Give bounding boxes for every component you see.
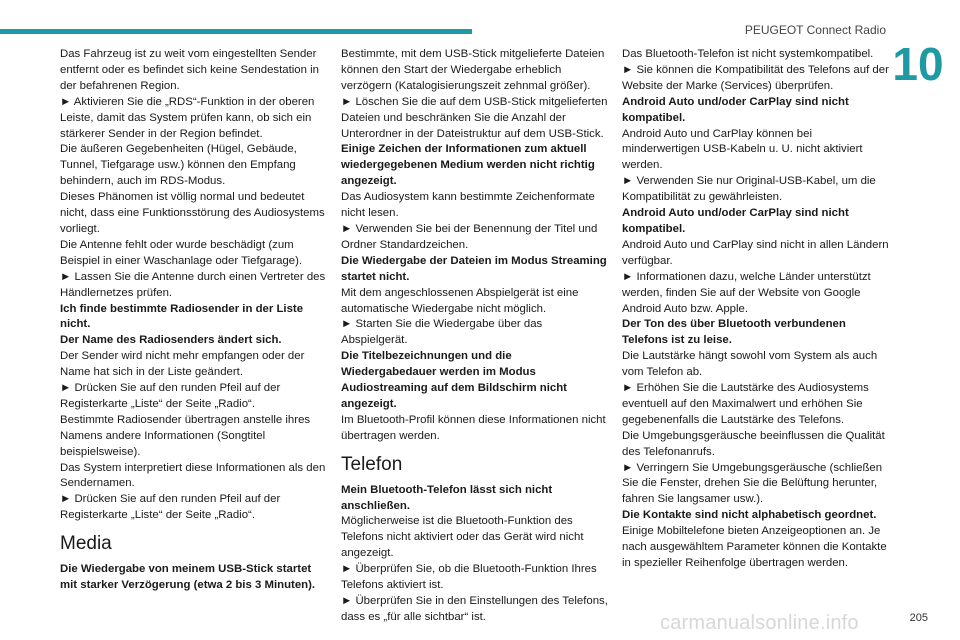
instruction-step: ► Verwenden Sie bei der Benennung der Titel und Ordner Standardzeichen. <box>341 222 598 251</box>
instruction-step: ► Verringern Sie Umgebungsgeräusche (schließen Sie die Fenster, drehen Sie die Belüftung herunter, fahren Sie langsamer usw.). <box>622 461 883 506</box>
text-column-3 <box>622 47 890 572</box>
instruction-step: ► Überprüfen Sie in den Einstellungen des Telefons, dass es „für alle sichtbar“ ist. <box>341 595 608 623</box>
paragraph: Die Lautstärke hängt sowohl vom System als auch vom Telefon ab. <box>622 350 878 379</box>
paragraph: Android Auto und CarPlay sind nicht in allen Ländern verfügbar. <box>622 238 889 267</box>
text-column-1 <box>60 47 328 594</box>
paragraph: Das Audiosystem kann bestimmte Zeichenformate nicht lesen. <box>341 191 595 220</box>
instruction-step: ► Aktivieren Sie die „RDS“-Funktion in der oberen Leiste, damit das System prüfen kann, ob sich ein stärkerer Sender in der Region befindet. <box>60 95 315 140</box>
paragraph: Dieses Phänomen ist völlig normal und bedeutet nicht, dass eine Funktionsstörung des Audiosystems vorliegt. <box>60 191 325 235</box>
question-heading: Die Wiedergabe der Dateien im Modus Streaming startet nicht. <box>341 254 607 283</box>
watermark: carmanualsonline.info <box>660 612 859 634</box>
paragraph: Android Auto und CarPlay können bei minderwertigen USB-Kabeln u. U. nicht aktiviert werden. <box>622 127 863 172</box>
question-heading: Der Name des Radiosenders ändert sich. <box>60 334 282 347</box>
paragraph: Die Antenne fehlt oder wurde beschädigt (zum Beispiel in einer Waschanlage oder Tiefgarage). <box>60 238 303 267</box>
question-heading: Android Auto und/oder CarPlay sind nicht kompatibel. <box>622 95 849 124</box>
paragraph: Bestimmte Radiosender übertragen anstelle ihres Namens andere Informationen (Songtitel beispielsweise). <box>60 413 311 458</box>
instruction-step: ► Informationen dazu, welche Länder unterstützt werden, finden Sie auf der Website von Google Android Auto bzw. Apple. <box>622 270 871 315</box>
instruction-step: ► Erhöhen Sie die Lautstärke des Audiosystems eventuell auf den Maximalwert und erhöhen Sie gegebenenfalls die Lautstärke des Telefons. <box>622 382 869 426</box>
chapter-number: 10 <box>892 38 944 90</box>
section-heading: Telefon <box>341 453 403 475</box>
question-heading: Einige Zeichen der Informationen zum aktuell wiedergegebenen Medium werden nicht richtig angezeigt. <box>341 143 595 188</box>
instruction-step: ► Sie können die Kompatibilität des Telefons auf der Website der Marke (Services) überprüfen. <box>622 63 889 92</box>
paragraph: Mit dem angeschlossenen Abspielgerät ist eine automatische Wiedergabe nicht möglich. <box>341 286 579 315</box>
instruction-step: ► Verwenden Sie nur Original-USB-Kabel, um die Kompatibilität zu gewährleisten. <box>622 175 876 204</box>
paragraph: Die Umgebungsgeräusche beeinflussen die Qualität des Telefonanrufs. <box>622 429 885 458</box>
question-heading: Der Ton des über Bluetooth verbundenen Telefons ist zu leise. <box>622 318 846 347</box>
text-column-2 <box>341 47 609 626</box>
header-accent-bar <box>0 29 472 34</box>
question-heading: Ich finde bestimmte Radiosender in der Liste nicht. <box>60 302 304 331</box>
header-brand-title: PEUGEOT Connect Radio <box>744 23 886 37</box>
paragraph: Das Fahrzeug ist zu weit vom eingestellten Sender entfernt oder es befindet sich keine Sendestation in der befahrenen Region. <box>60 48 319 92</box>
paragraph: Die äußeren Gegebenheiten (Hügel, Gebäude, Tunnel, Tiefgarage usw.) können den Empfang behindern, auch im RDS-Modus. <box>60 143 297 188</box>
paragraph: Das System interpretiert diese Informationen als den Sendernamen. <box>60 461 326 490</box>
instruction-step: ► Löschen Sie die auf dem USB-Stick mitgelieferten Dateien und beschränken Sie die Anzahl der Unterordner in der Dateistruktur auf dem USB-Stick. <box>341 95 608 140</box>
question-heading: Die Kontakte sind nicht alphabetisch geordnet. <box>622 509 877 522</box>
instruction-step: ► Lassen Sie die Antenne durch einen Vertreter des Händlernetzes prüfen. <box>60 270 326 299</box>
instruction-step: ► Drücken Sie auf den runden Pfeil auf der Registerkarte „Liste“ der Seite „Radio“. <box>60 382 281 410</box>
question-heading: Mein Bluetooth-Telefon lässt sich nicht anschließen. <box>341 483 553 512</box>
question-heading: Die Wiedergabe von meinem USB-Stick startet mit starker Verzögerung (etwa 2 bis 3 Minuten). <box>60 563 316 592</box>
paragraph: Im Bluetooth-Profil können diese Informationen nicht übertragen werden. <box>341 413 606 442</box>
question-heading: Android Auto und/oder CarPlay sind nicht kompatibel. <box>622 207 849 235</box>
instruction-step: ► Starten Sie die Wiedergabe über das Abspielgerät. <box>341 318 543 347</box>
instruction-step: ► Überprüfen Sie, ob die Bluetooth-Funktion Ihres Telefons aktiviert ist. <box>341 563 597 592</box>
paragraph: Einige Mobiltelefone bieten Anzeigeoptionen an. Je nach ausgewähltem Parameter können die Kontakte in spezieller Reihenfolge übertragen werden. <box>622 525 887 569</box>
question-heading: Die Titelbezeichnungen und die Wiedergabedauer werden im Modus Audiostreaming auf dem Bildschirm nicht angezeigt. <box>341 350 567 410</box>
section-heading: Media <box>60 533 112 555</box>
page-number: 205 <box>909 612 928 624</box>
paragraph: Das Bluetooth-Telefon ist nicht systemkompatibel. <box>622 48 874 60</box>
paragraph: Möglicherweise ist die Bluetooth-Funktion des Telefons nicht aktiviert oder das Gerät wird nicht angezeigt. <box>341 515 584 560</box>
instruction-step: ► Drücken Sie auf den runden Pfeil auf der Registerkarte „Liste“ der Seite „Radio“. <box>60 493 281 522</box>
paragraph: Der Sender wird nicht mehr empfangen oder der Name hat sich in der Liste geändert. <box>60 350 305 379</box>
paragraph: Bestimmte, mit dem USB-Stick mitgelieferte Dateien können den Start der Wiedergabe erheblich verzögern (Katalogisierungszeit zehnmal größer). <box>341 48 605 92</box>
chapter-tab <box>890 36 946 92</box>
